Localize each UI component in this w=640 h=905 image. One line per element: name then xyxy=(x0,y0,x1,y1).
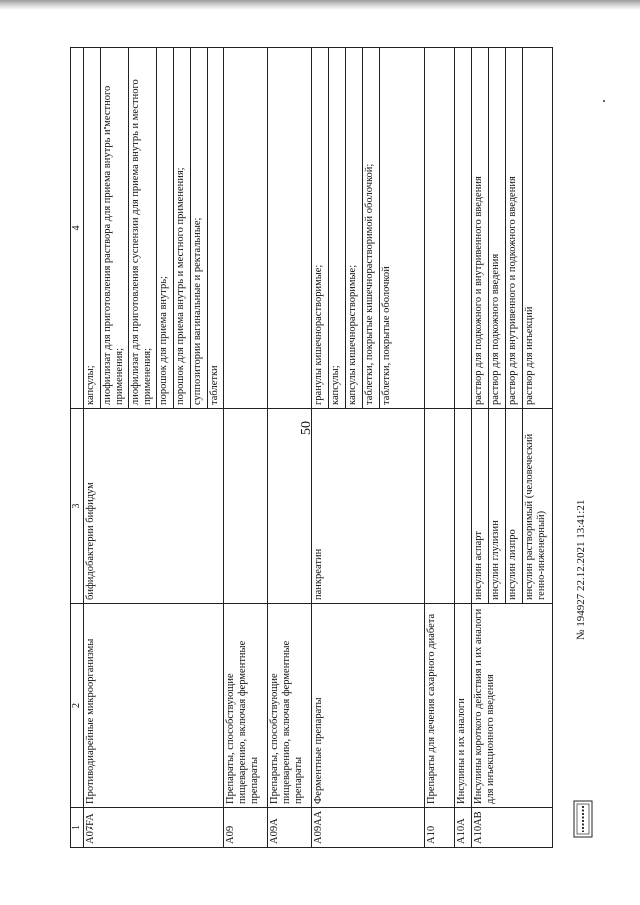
table-row xyxy=(268,48,312,848)
dosage-form: раствор для подкожного введения xyxy=(489,48,506,409)
dosage-form xyxy=(268,48,312,409)
group-name: Препараты, способствующие пищеварению, включая ферментные препараты xyxy=(224,604,268,808)
table-row xyxy=(312,48,329,848)
table-row xyxy=(472,48,489,848)
dosage-form: таблетки, покрытые оболочкой xyxy=(380,48,425,409)
page-number: 50 xyxy=(299,421,314,435)
dosage-form: капсулы; xyxy=(84,48,101,409)
dosage-form xyxy=(224,48,268,409)
atc-code: A09A xyxy=(268,808,312,848)
atc-code: A09AA xyxy=(312,808,425,848)
dosage-form: капсулы кишечнорастворимые; xyxy=(346,48,363,409)
group-name: Препараты для лечения сахарного диабета xyxy=(425,604,455,808)
atc-code: A10 xyxy=(425,808,455,848)
inn-name: панкреатин xyxy=(312,409,425,604)
table-row xyxy=(224,48,268,848)
doc-timestamp: 22.12.2021 13:41:21 xyxy=(575,499,587,591)
header-cell: 4 xyxy=(71,48,84,409)
inn-name xyxy=(425,409,455,604)
medicines-table xyxy=(70,47,553,848)
doc-id: № 194927 xyxy=(575,593,587,640)
dosage-form: лиофилизат для приготовления раствора для приема внутрь и местного применения; xyxy=(101,48,129,409)
inn-name: инсулин лизпро xyxy=(506,409,523,604)
dosage-form: капсулы; xyxy=(329,48,346,409)
group-name: Инсулины и их аналоги xyxy=(455,604,472,808)
atc-code: A10A xyxy=(455,808,472,848)
header-cell: 3 xyxy=(71,409,84,604)
table-row xyxy=(425,48,455,848)
dosage-form: раствор для инъекций xyxy=(523,48,553,409)
header-row xyxy=(71,48,84,848)
inn-name: инсулин растворимый (человеческий генно-инженерный) xyxy=(523,409,553,604)
inn-name xyxy=(268,409,312,604)
dosage-form: суппозитории вагинальные и ректальные; xyxy=(191,48,208,409)
atc-code: A07FA xyxy=(84,808,224,848)
group-name: Препараты, способствующие пищеварению, включая ферментные препараты xyxy=(268,604,312,808)
group-name: Ферментные препараты xyxy=(312,604,425,808)
dosage-form: таблетки, покрытые кишечнорастворимой оболочкой; xyxy=(363,48,380,409)
inn-name xyxy=(455,409,472,604)
atc-code: A09 xyxy=(224,808,268,848)
scan-edge xyxy=(0,0,640,10)
dosage-form: лиофилизат для приготовления суспензии для приема внутрь и местного применения; xyxy=(129,48,157,409)
dosage-form: гранулы кишечнорастворимые; xyxy=(312,48,329,409)
dosage-form: раствор для внутривенного и подкожного введения xyxy=(506,48,523,409)
inn-name: инсулин глулизин xyxy=(489,409,506,604)
header-cell: 2 xyxy=(71,604,84,808)
header-cell: 1 xyxy=(71,808,84,848)
rotated-table-wrapper xyxy=(70,48,618,848)
atc-code: A10AB xyxy=(472,808,553,848)
document-footer xyxy=(575,500,587,640)
inn-name: бифидобактерии бифидум xyxy=(84,409,224,604)
table-row xyxy=(455,48,472,848)
inn-name: инсулин аспарт xyxy=(472,409,489,604)
group-name: Противодиарейные микроорганизмы xyxy=(84,604,224,808)
group-name: Инсулины короткого действия и их аналоги для инъекционного введения xyxy=(472,604,553,808)
inn-name xyxy=(224,409,268,604)
dosage-form xyxy=(455,48,472,409)
dosage-form: таблетки xyxy=(208,48,224,409)
table-row xyxy=(84,48,101,848)
dosage-form: порошок для приема внутрь; xyxy=(157,48,174,409)
dosage-form xyxy=(425,48,455,409)
document-seal-icon xyxy=(573,800,593,838)
dosage-form: порошок для приема внутрь и местного применения; xyxy=(174,48,191,409)
dosage-form: раствор для подкожного и внутривенного введения xyxy=(472,48,489,409)
